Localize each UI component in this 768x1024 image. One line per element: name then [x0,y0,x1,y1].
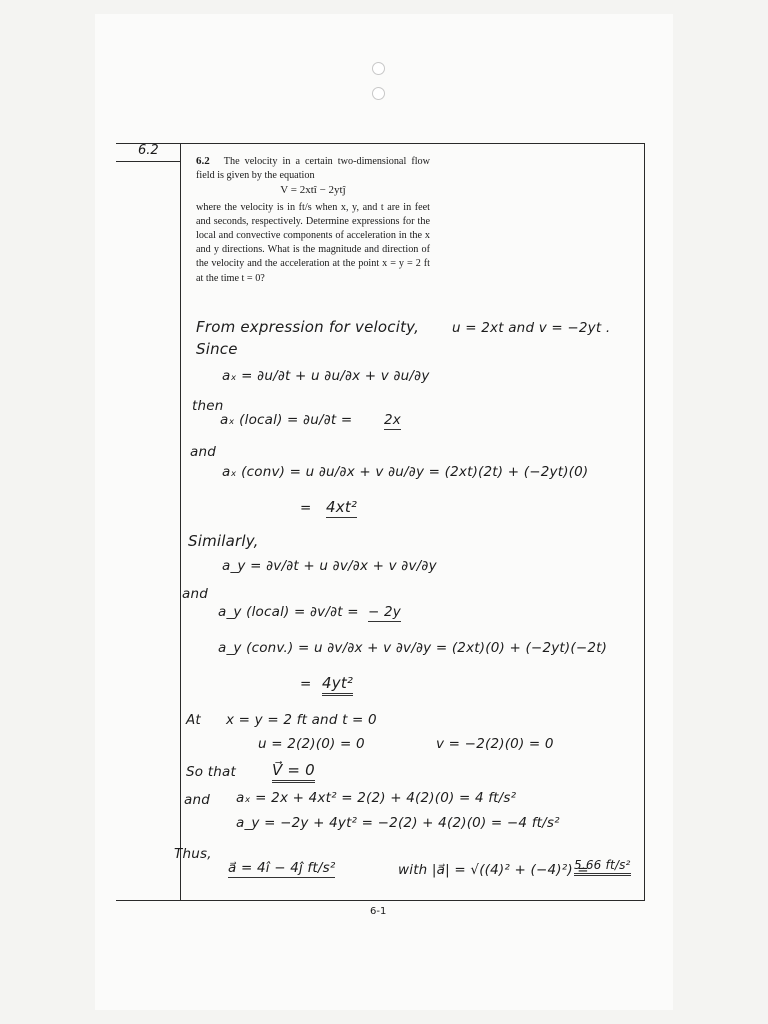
conv-y-result: 4yt² [322,674,353,696]
problem-number-box [116,143,180,162]
solution-line-5: and [190,444,216,460]
solution-line-7a: = [300,500,312,516]
solution-line-11a: a_y (local) = ∂v/∂t = [218,604,359,620]
solution-line-9: a_y = ∂v/∂t + u ∂v/∂x + v ∂v/∂y [222,558,437,574]
problem-number: 6.2 [196,155,210,167]
solution-line-13a: = [300,676,312,692]
margin-rule [180,143,181,901]
solution-line-15b: v = −2(2)(0) = 0 [436,736,554,752]
solution-line-14b: x = y = 2 ft and t = 0 [226,712,377,728]
frame-bottom-border [116,900,644,901]
solution-line-15a: u = 2(2)(0) = 0 [258,736,365,752]
punch-hole [372,62,385,75]
solution-line-19a: Thus, [174,846,212,862]
conv-x-result: 4xt² [326,498,358,516]
page-number: 6-1 [370,906,387,917]
solution-line-4a: then [192,398,224,414]
solution-line-3: aₓ = ∂u/∂t + u ∂u/∂x + v ∂u/∂y [222,368,430,384]
local-x-result: 2x [384,412,401,428]
solution-line-19c: with |a⃗| = √((4)² + (−4)²) = [398,862,589,878]
problem-body: where the velocity is in ft/s when x, y, and t are in feet and seconds, respectively. Determine expressions for the local and convective components of acceleration in the x and y directions. What is the magnitude and direction of the velocity and the acceleration at the point x = y = 2 ft at the time t = 0? [196,201,430,284]
problem-statement [196,154,430,286]
solution-line-18: a_y = −2y + 4yt² = −2(2) + 4(2)(0) = −4 ft/s² [236,815,560,831]
punch-hole [372,87,385,100]
solution-line-14a: At [186,712,201,728]
problem-number-label: 6.2 [138,143,159,158]
solution-line-2: Since [196,340,238,358]
solution-line-6: aₓ (conv) = u ∂u/∂x + v ∂u/∂y = (2xt)(2t) + (−2yt)(0) [222,464,589,480]
solution-line-16a: So that [186,764,236,780]
problem-intro: The velocity in a certain two-dimensional flow field is given by the equation [196,156,430,182]
solution-line-17a: and [184,792,210,808]
solution-line-12: a_y (conv.) = u ∂v/∂x + v ∂v/∂y = (2xt)(0) + (−2yt)(−2t) [218,640,608,656]
punch-holes [372,62,386,112]
acceleration-vector-result: a⃗ = 4î − 4ĵ ft/s² [228,860,336,876]
solution-line-10: and [182,586,208,602]
solution-line-1a: From expression for velocity, [196,318,420,336]
local-y-result: − 2y [368,604,401,620]
velocity-result: V⃗ = 0 [272,761,315,783]
solution-line-17b: aₓ = 2x + 4xt² = 2(2) + 4(2)(0) = 4 ft/s² [236,790,517,806]
solution-line-4b: aₓ (local) = ∂u/∂t = [220,412,353,428]
solution-line-1b: u = 2xt and v = −2yt . [452,320,611,336]
velocity-equation: V = 2xtî − 2ytĵ [280,184,346,197]
solution-line-8: Similarly, [188,532,259,550]
acceleration-magnitude-result: 5.66 ft/s² [574,858,631,876]
